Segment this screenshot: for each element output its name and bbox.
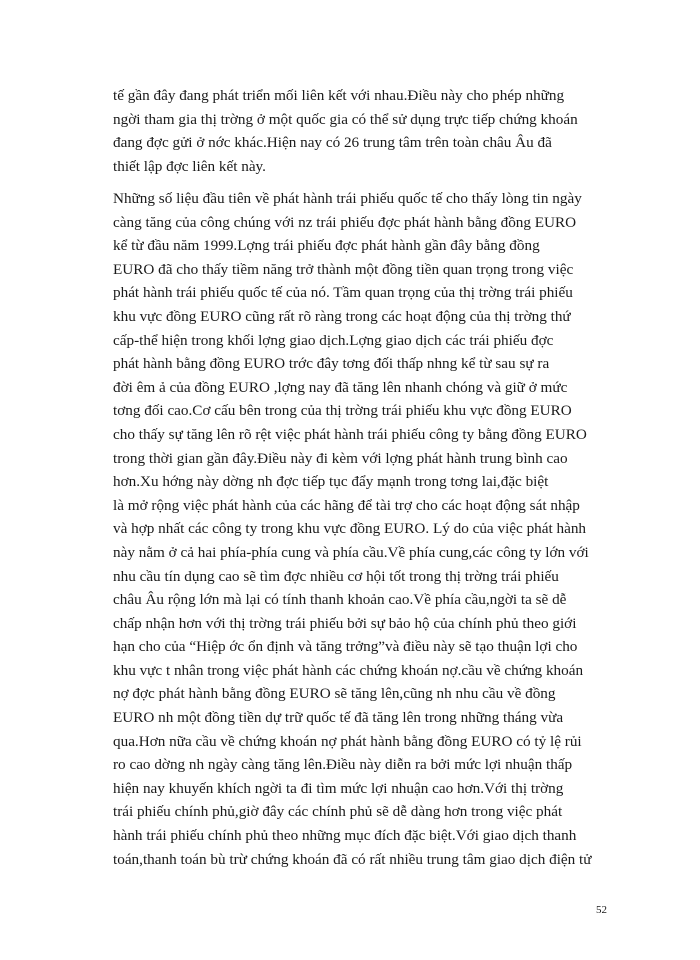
text-line: hành trái phiếu chính phủ theo những mục đích đặc biệt.Với giao dịch thanh — [113, 827, 577, 845]
text-line: càng tăng của công chúng với nz trái phiếu đợc phát hành bằng đồng EURO — [113, 213, 577, 231]
text-line: phát hành bằng đồng EURO trớc đây tơng đối thấp nhng kể từ sau sự ra — [113, 355, 550, 373]
text-line: cho thấy sự tăng lên rõ rệt việc phát hành trái phiếu công ty bằng đồng EURO — [113, 425, 587, 443]
text-line: trong thời gian gần đây.Điều này đi kèm với lợng phát hành trung bình cao — [113, 449, 568, 467]
text-line: thiết lập đợc liên kết này. — [113, 157, 266, 175]
text-line: nhu cầu tín dụng cao sẽ tìm đợc nhiều cơ hội tốt trong thị trờng trái phiếu — [113, 567, 559, 585]
page-number: 52 — [596, 904, 607, 916]
text-line: khu vực t nhân trong việc phát hành các chứng khoán nợ.cầu về chứng khoán — [113, 661, 584, 679]
text-line: đang đợc gửi ở nớc khác.Hiện nay có 26 trung tâm trên toàn châu Âu đã — [113, 134, 552, 152]
text-line: và hợp nhất các công ty trong khu vực đồng EURO. Lý do của việc phát hành — [113, 520, 587, 538]
text-line: Những số liệu đầu tiên về phát hành trái phiếu quốc tế cho thấy lòng tin ngày — [113, 190, 582, 207]
text-line: này nằm ở cả hai phía-phía cung và phía cầu.Về phía cung,các công ty lớn với — [113, 543, 589, 561]
text-line: đời êm ả của đồng EURO ,lợng nay đã tăng lên nhanh chóng và giữ ở mức — [113, 378, 568, 396]
text-line: EURO nh một đồng tiền dự trữ quốc tế đã tăng lên trong những tháng vừa — [113, 709, 564, 727]
text-line: tế gần đây đang phát triển mối liên kết với nhau.Điều này cho phép những — [113, 87, 565, 104]
text-line: là mở rộng việc phát hành của các hãng để tài trợ cho các hoạt động sát nhập — [113, 496, 580, 514]
text-line: nợ đợc phát hành bằng đồng EURO sẽ tăng lên,cũng nh nhu cầu về đồng — [113, 685, 556, 703]
text-line: châu Âu rộng lớn mà lại có tính thanh khoản cao.Về phía cầu,ngời ta sẽ dễ — [113, 591, 567, 609]
text-line: EURO đã cho thấy tiềm năng trở thành một đồng tiền quan trọng trong việc — [113, 260, 574, 278]
text-line: ro cao dờng nh ngày càng tăng lên.Điều này diễn ra bởi mức lợi nhuận thấp — [113, 756, 573, 774]
paragraph-2 — [113, 187, 619, 871]
text-line: kể từ đầu năm 1999.Lợng trái phiếu đợc phát hành gần đây bằng đồng — [113, 237, 540, 255]
text-line: hạn cho của “Hiệp ớc ổn định và tăng trởng”và điều này sẽ tạo thuận lợi cho — [113, 638, 578, 656]
text-line: qua.Hơn nữa cầu về chứng khoán nợ phát hành bằng đồng EURO có tỷ lệ rủi — [113, 732, 582, 750]
text-line: cấp-thể hiện trong khối lợng giao dịch.Lợng giao dịch các trái phiếu đợc — [113, 331, 554, 349]
text-line: ngời tham gia thị trờng ở một quốc gia có thể sử dụng trực tiếp chứng khoán — [113, 110, 578, 128]
text-line: tơng đối cao.Cơ cấu bên trong của thị trờng trái phiếu khu vực đồng EURO — [113, 402, 572, 420]
text-line: chấp nhận hơn với thị trờng trái phiếu bởi sự bảo hộ của chính phủ theo giới — [113, 614, 577, 632]
text-line: hiện nay khuyến khích ngời ta đi tìm mức lợi nhuận cao hơn.Với thị trờng — [113, 779, 564, 797]
paragraph-1 — [113, 84, 619, 178]
text-line: phát hành trái phiếu quốc tế của nó. Tầm quan trọng của thị trờng trái phiếu — [113, 284, 573, 302]
text-line: hơn.Xu hớng này dờng nh đợc tiếp tục đẩy mạnh trong tơng lai,đặc biệt — [113, 473, 549, 491]
text-line: toán,thanh toán bù trừ chứng khoán đã có rất nhiều trung tâm giao dịch điện tử — [113, 850, 592, 868]
text-line: trái phiếu chính phủ,giờ đây các chính phủ sẽ dễ dàng hơn trong việc phát — [113, 803, 563, 821]
text-line: khu vực đồng EURO cũng rất rõ ràng trong các hoạt động của thị trờng thứ — [113, 307, 571, 325]
